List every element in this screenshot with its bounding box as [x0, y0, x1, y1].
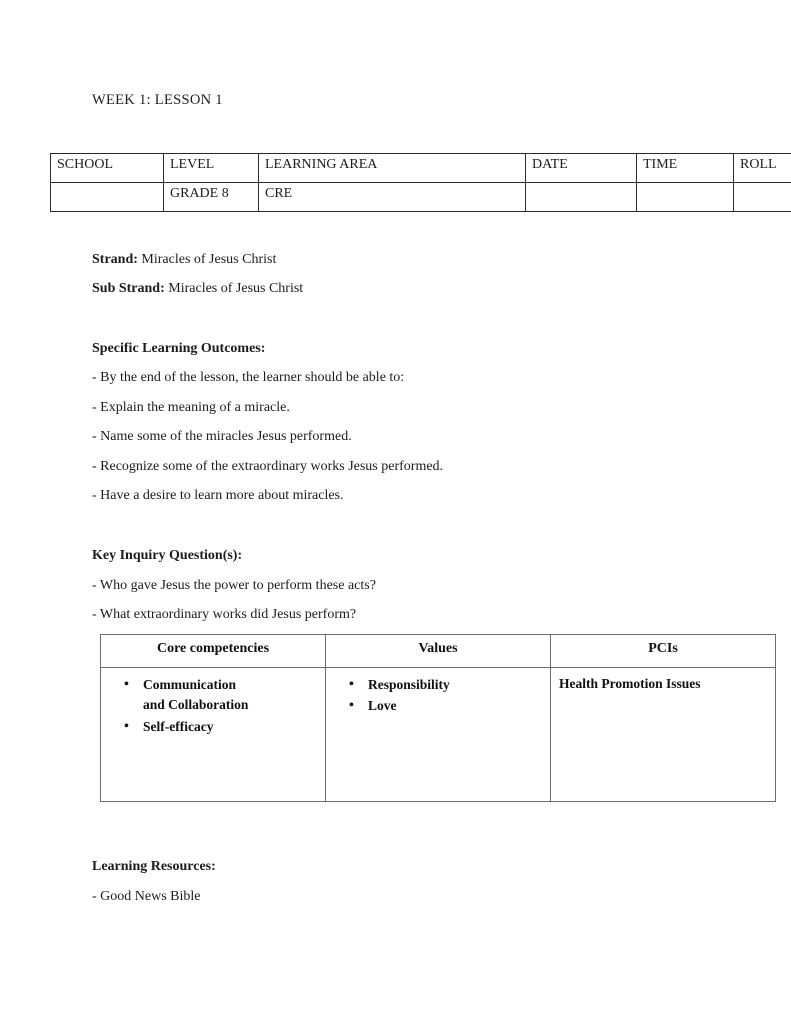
learning-outcome-item: - Recognize some of the extraordinary works Jesus performed. — [92, 459, 444, 474]
info-value-level[interactable]: GRADE 8 — [164, 183, 259, 212]
comp-cell-values — [326, 668, 551, 802]
info-header-time: TIME — [637, 154, 734, 183]
key-inquiry-item: - Who gave Jesus the power to perform these acts? — [92, 578, 376, 593]
info-value-learning-area[interactable]: CRE — [259, 183, 526, 212]
learning-outcome-item: - Have a desire to learn more about miracles. — [92, 488, 344, 503]
pci-item: Health Promotion Issues — [559, 676, 701, 691]
strand-line — [92, 252, 276, 269]
table-row-headers — [101, 635, 776, 668]
strand-value: Miracles of Jesus Christ — [141, 252, 277, 267]
info-value-school[interactable] — [51, 183, 164, 212]
list-item: • Love — [366, 696, 544, 716]
sub-strand-value: Miracles of Jesus Christ — [168, 281, 304, 296]
info-value-date[interactable] — [526, 183, 637, 212]
table-row-headers — [51, 154, 791, 183]
list-item: • Communication and Collaboration — [141, 675, 251, 716]
table-row — [101, 668, 776, 802]
info-header-school: SCHOOL — [51, 154, 164, 183]
lesson-info-table — [50, 153, 791, 212]
info-value-time[interactable] — [637, 183, 734, 212]
sub-strand-label: Sub Strand: — [92, 281, 165, 296]
learning-outcome-item: - Explain the meaning of a miracle. — [92, 400, 290, 415]
info-header-learning-area: LEARNING AREA — [259, 154, 526, 183]
competencies-table — [100, 634, 776, 802]
key-inquiry-item: - What extraordinary works did Jesus perform? — [92, 607, 357, 622]
key-inquiry-heading: Key Inquiry Question(s): — [92, 548, 243, 563]
learning-outcome-item: - Name some of the miracles Jesus performed. — [92, 429, 352, 444]
info-value-roll[interactable] — [734, 183, 791, 212]
values-list — [332, 675, 544, 717]
learning-resources-heading: Learning Resources: — [92, 859, 216, 874]
sub-strand-line — [92, 281, 303, 298]
list-item: • Responsibility — [366, 675, 544, 695]
info-header-roll: ROLL — [734, 154, 791, 183]
table-row-values — [51, 183, 791, 212]
info-header-date: DATE — [526, 154, 637, 183]
comp-header-core-competencies: Core competencies — [101, 635, 326, 668]
comp-cell-pcis — [551, 668, 776, 802]
learning-outcomes-heading: Specific Learning Outcomes: — [92, 341, 266, 356]
list-item: • Self-efficacy — [141, 717, 251, 737]
learning-resource-item: - Good News Bible — [92, 889, 201, 904]
core-competencies-list — [107, 675, 319, 737]
page-title: WEEK 1: LESSON 1 — [92, 92, 223, 108]
strand-label: Strand: — [92, 252, 138, 267]
info-header-level: LEVEL — [164, 154, 259, 183]
comp-header-values: Values — [326, 635, 551, 668]
comp-cell-core-competencies — [101, 668, 326, 802]
learning-outcome-item: - By the end of the lesson, the learner should be able to: — [92, 370, 405, 385]
comp-header-pcis: PCIs — [551, 635, 776, 668]
